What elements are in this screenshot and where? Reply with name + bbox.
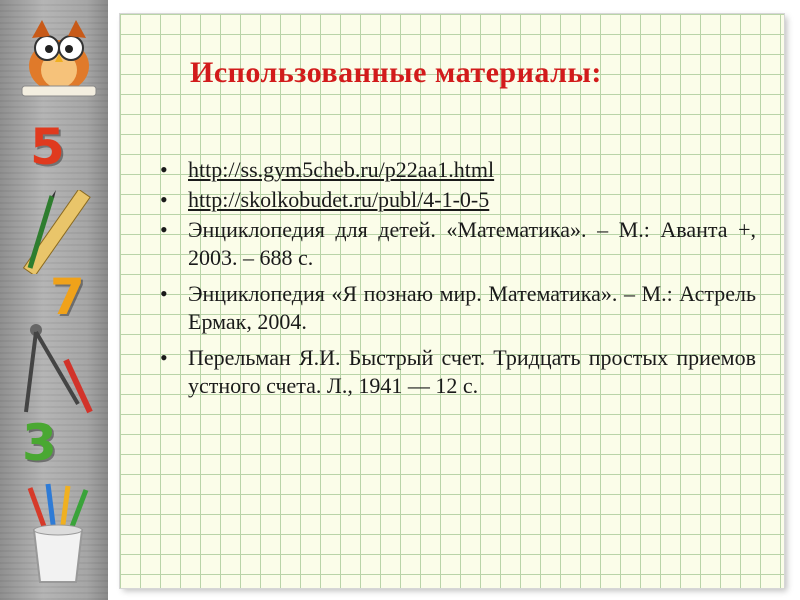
left-decor-strip [0, 0, 108, 600]
list-item [158, 156, 756, 184]
source-link[interactable]: http://ss.gym5cheb.ru/p22aa1.html [188, 157, 495, 182]
owl-icon [14, 8, 104, 100]
list-item [158, 344, 756, 400]
list-item [158, 280, 756, 336]
source-link[interactable]: http://skolkobudet.ru/publ/4-1-0-5 [188, 187, 490, 212]
list-item [158, 186, 756, 214]
materials-list [158, 156, 756, 408]
compass-icon [18, 320, 100, 418]
digit-three: 3 [22, 414, 57, 472]
reference-text: Энциклопедия «Я познаю мир. Математика». – М.: Астрель Ермак, 2004. [188, 281, 756, 334]
reference-text: Перельман Я.И. Быстрый счет. Тридцать простых приемов устного счета. Л., 1941 — 12 с. [188, 345, 756, 398]
slide-title: Использованные материалы: [190, 56, 602, 89]
digit-five: 5 [30, 118, 65, 176]
list-item [158, 216, 756, 272]
reference-text: Энциклопедия для детей. «Математика». – М.: Аванта +, 2003. – 688 с. [188, 217, 756, 270]
digit-seven: 7 [50, 268, 85, 326]
pencil-cup-icon [16, 482, 100, 586]
ruler-icon [16, 190, 96, 274]
